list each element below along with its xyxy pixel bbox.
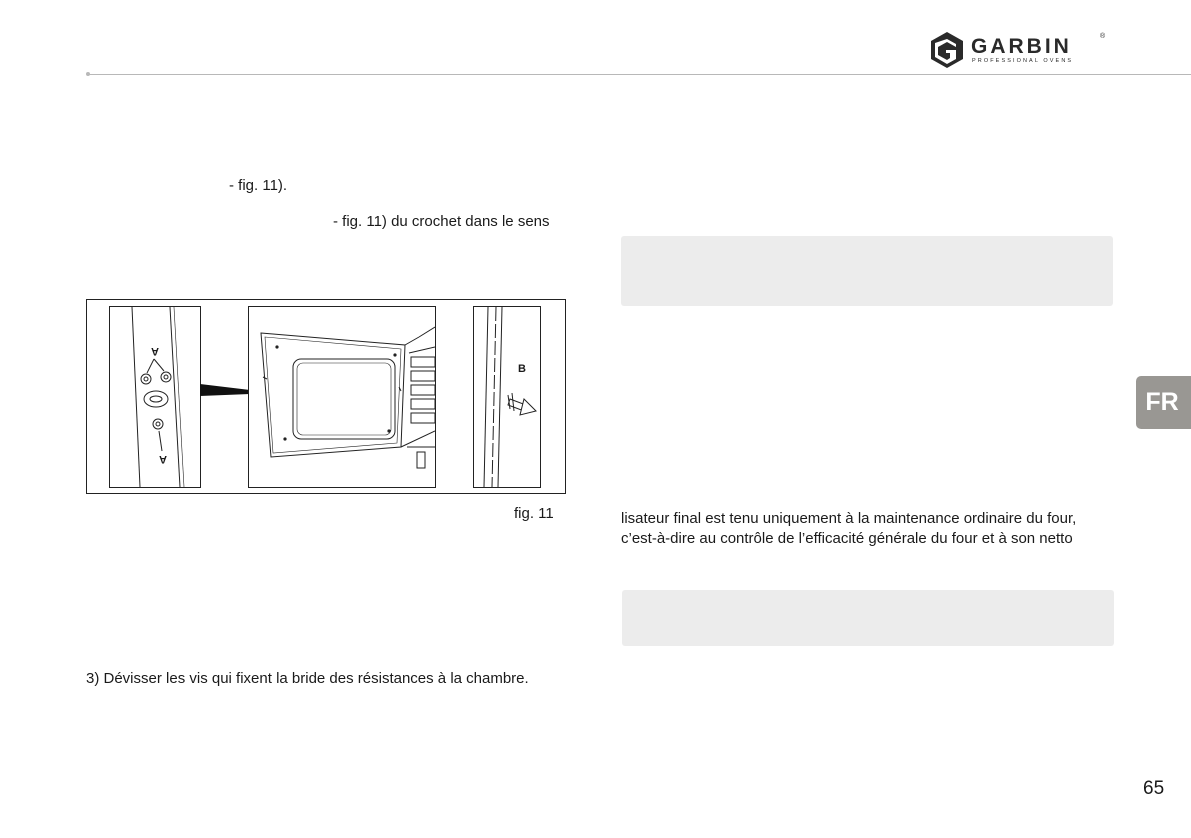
brand-logo: [928, 31, 1118, 71]
language-tab-fr[interactable]: [1136, 376, 1191, 429]
figure-caption: fig. 11: [514, 505, 554, 522]
instruction-line-1: - fig. 11).: [229, 177, 288, 194]
figure-panel-hinge: [109, 306, 201, 488]
page-number: 65: [1143, 778, 1165, 799]
maintenance-paragraph-line-2: c’est-à-dire au contrôle de l’efficacité générale du four et à son netto: [621, 530, 1073, 547]
registered-mark: ®: [1100, 33, 1106, 40]
brand-name: GARBIN: [971, 35, 1072, 58]
hook-detail-drawing: [474, 307, 540, 487]
hinge-detail-drawing: [110, 307, 200, 487]
figure-panel-oven: [248, 306, 436, 488]
label-b: B: [518, 363, 526, 375]
instruction-line-2: - fig. 11) du crochet dans le sens: [333, 213, 550, 230]
note-box-bottom: [622, 590, 1114, 646]
garbin-logo-icon: [928, 31, 966, 69]
oven-open-door-drawing: [249, 307, 435, 487]
label-a-bottom: A: [159, 453, 167, 465]
note-box-top: [621, 236, 1113, 306]
header-rule: [88, 74, 1191, 75]
figure-panel-hook: [473, 306, 541, 488]
brand-tagline: PROFESSIONAL OVENS: [972, 58, 1074, 64]
label-a-top: A: [151, 345, 159, 357]
figure-11: [86, 299, 566, 494]
language-tab-label: FR: [1145, 388, 1179, 416]
step-3-text: 3) Dévisser les vis qui fixent la bride des résistances à la chambre.: [86, 670, 529, 687]
maintenance-paragraph-line-1: lisateur final est tenu uniquement à la maintenance ordinaire du four,: [621, 510, 1077, 527]
zoom-pointer-icon: [200, 370, 250, 410]
